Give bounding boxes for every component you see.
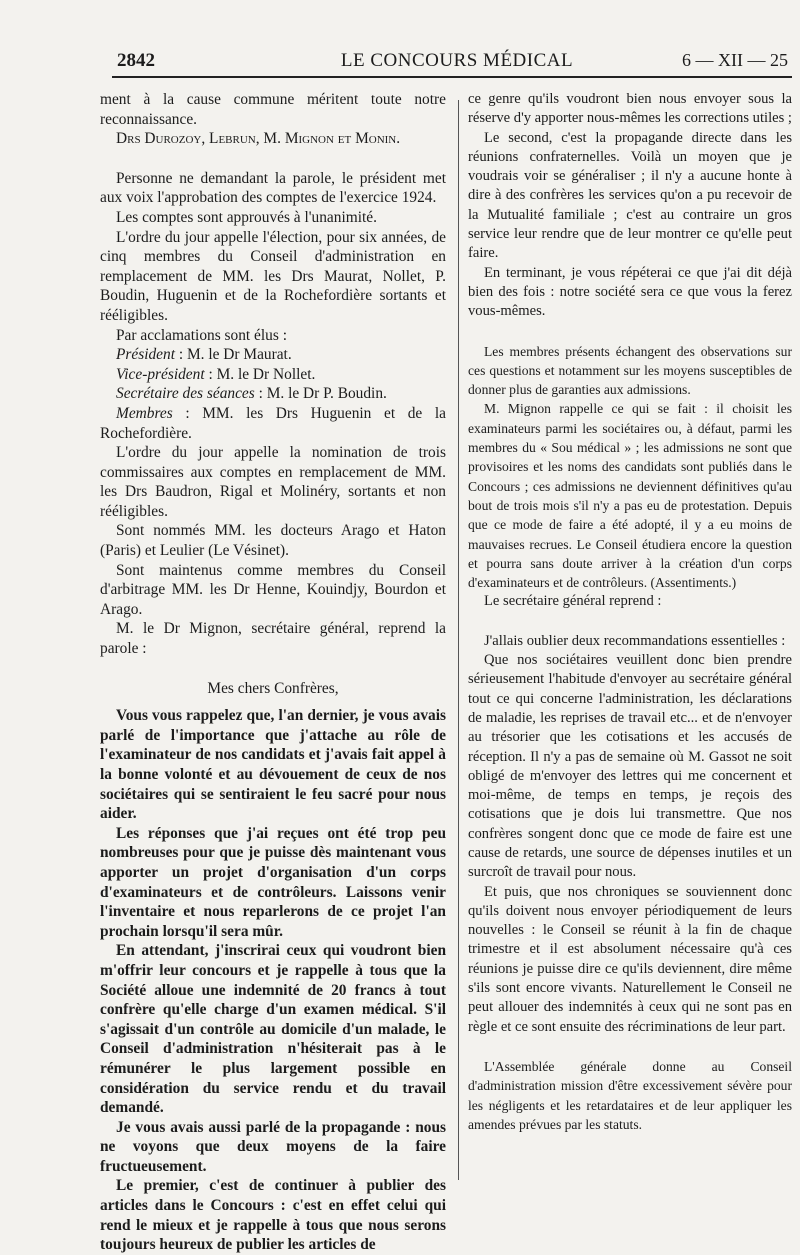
page-number: 2842 (117, 50, 155, 71)
paragraph: Que nos sociétaires veuillent donc bien prendre sérieusement l'habitude d'envoyer au secrétaire général tout ce qui concerne l'administration, les déclarations de maladie, les reprises de travail etc... et de n'envoyer au trésorier que les cotisations et les accusés de réception. Il n'y a pas de semaine où M. Gassot ne soit obligé de m'envoyer des lettres qui me concernent et moi-même, de temps en temps, je reçois des cotisations que je dois lui transmettre. Que nos confrères songent donc que ce mode de faire est une cause de retards, une source de dépenses inutiles et un surcroît de travail pour nous. (468, 652, 792, 881)
office-holder: : MM. les Drs Huguenin et de la Rochefordière. (100, 404, 446, 442)
journal-title: LE CONCOURS MÉDICAL (340, 50, 574, 71)
left-column (100, 90, 446, 1255)
header-rule (112, 76, 792, 78)
paragraph: Sont maintenus comme membres du Conseil d'arbitrage MM. les Dr Henne, Kouindjy, Bourdon et Arago. (100, 561, 446, 618)
speech-paragraph: Les réponses que j'ai reçues ont été trop peu nombreuses pour que je puisse dès maintenant vous apporter un projet d'organisation d'un corps d'examinateurs et de contrôleurs. Laissons venir l'inventaire et nous reparlerons de ce projet l'an prochain lorsqu'il sera mûr. (100, 824, 446, 940)
speech-paragraph: En attendant, j'inscrirai ceux qui voudront bien m'offrir leur concours et je rappelle à tous que la Société alloue une indemnité de 20 francs à tout confrère qu'elle charge d'un examen médical. S'il s'agissait d'un contrôle au domicile d'un malade, le Conseil d'administration n'hésiterait pas à le rémunérer le plus largement possible en considération du service rendu et du travail demandé. (100, 942, 446, 1117)
elected-secretary (100, 384, 446, 404)
paragraph: Les comptes sont approuvés à l'unanimité. (116, 208, 377, 226)
speech-paragraph: Je vous avais aussi parlé de la propagande : nous ne voyons que deux moyens de la faire fructueusement. (100, 1118, 446, 1175)
paragraph: Et puis, que nos chroniques se souviennent donc qu'ils doivent nous envoyer périodiquement de leurs nouvelles : le Conseil se réunit à la fin de chaque trimestre et il est absolument nécessaire qu'à ces réunions je puisse dire ce qu'ils deviennent, dire même s'ils sont encore vivants. Naturellement le Conseil ne peut allouer des indemnités à ceux qui ne sont pas en règle et ce sont ensuite des récriminations de leur part. (468, 883, 792, 1035)
paragraph: J'allais oublier deux recommandations essentielles : (484, 632, 786, 649)
paragraph: Sont nommés MM. les docteurs Arago et Haton (Paris) et Leulier (Le Vésinet). (100, 522, 446, 560)
paragraph: Les membres présents échangent des observations sur ces questions et notamment sur les moyens susceptibles de donner plus de garanties aux admissions. (468, 343, 792, 398)
page-header (112, 44, 800, 78)
office-label: Président (116, 346, 175, 364)
column-divider (458, 100, 459, 1180)
paragraph: L'ordre du jour appelle la nomination de trois commissaires aux comptes en remplacement de MM. les Drs Baudron, Rigal et Molinéry, sortants et non rééligibles. (100, 444, 446, 520)
issue-date: 6 — XII — 25 (682, 50, 788, 70)
paragraph: Par acclamations sont élus : (116, 326, 287, 344)
office-holder: : M. le Dr P. Boudin. (254, 385, 387, 403)
paragraph: M. Mignon rappelle ce qui se fait : il choisit les examinateurs parmi les sociétaires ou, à défaut, parmi les membres du « Sou médical » ; les admissions ne sont que provisoires et les noms des candidats sont publiés dans le Concours ; ces admissions ne deviennent définitives qu'au bout de trois mois s'il n'y a pas eu de protestation. Depuis que ce mode de faire a été adopté, il y a eu moins de mauvaises recrues. Le Conseil étudiera encore la question et pourra sans doute arriver à la création d'un corps d'examinateurs et de contrôleurs. (Assentiments.) (468, 401, 792, 591)
signatories: Drs Durozoy, Lebrun, M. Mignon et Monin. (116, 130, 401, 148)
paragraph: Le secrétaire général reprend : (484, 593, 662, 610)
elected-vice-president (100, 365, 446, 385)
office-holder: : M. le Dr Nollet. (204, 365, 316, 383)
office-label: Secrétaire des séances (116, 385, 255, 403)
paragraph: L'ordre du jour appelle l'élection, pour six années, de cinq membres du Conseil d'administration en remplacement de MM. les Drs Maurat, Nollet, P. Boudin, Huguenin et de la Rochefordière sortants et rééligibles. (100, 228, 446, 324)
paragraph: M. le Dr Mignon, secrétaire général, reprend la parole : (100, 620, 446, 658)
office-label: Membres (116, 404, 173, 422)
office-holder: : M. le Dr Maurat. (175, 346, 292, 364)
office-label: Vice-président (116, 365, 205, 383)
right-column (468, 90, 792, 1134)
salutation: Mes chers Confrères, (207, 679, 339, 697)
paragraph: Le second, c'est la propagande directe dans les réunions confraternelles. Voilà un moyen que je voudrais voir se généraliser ; il n'y a aucune honte à dire à des confrères les services qu'on a pu recevoir de la Mutualité familiale ; c'est au contraire un gros service leur rendre que de leur montrer ce qu'elle peut faire. (468, 129, 792, 262)
paragraph: ment à la cause commune méritent toute notre reconnaissance. (100, 91, 446, 128)
elected-members (100, 404, 446, 443)
speech-paragraph: Le premier, c'est de continuer à publier des articles dans le Concours : c'est en effet celui qui rend le mieux et je rappelle à tous que nous serons toujours heureux de publier les articles de (100, 1177, 446, 1254)
paragraph: L'Assemblée générale donne au Conseil d'administration mission d'être excessivement sévère pour les négligents et les retardataires et de leur appliquer les amendes prévues par les statuts. (468, 1058, 792, 1132)
paragraph: ce genre qu'ils voudront bien nous envoyer sous la réserve d'y apporter nous-mêmes les corrections utiles ; (468, 91, 792, 127)
speech-paragraph: Vous vous rappelez que, l'an dernier, je vous avais parlé de l'importance que j'attache au rôle de l'examinateur de nos candidats et j'avais fait appel à la bonne volonté et au dévouement de ceux de nos sociétaires qui se sentiraient le feu sacré pour nous aider. (100, 707, 446, 823)
elected-president (100, 345, 446, 365)
paragraph: Personne ne demandant la parole, le président met aux voix l'approbation des comptes de l'exercice 1924. (100, 169, 446, 207)
paragraph: En terminant, je vous répéterai ce que j'ai dit déjà bien des fois : notre société sera ce que vous la ferez vous-mêmes. (468, 264, 792, 320)
